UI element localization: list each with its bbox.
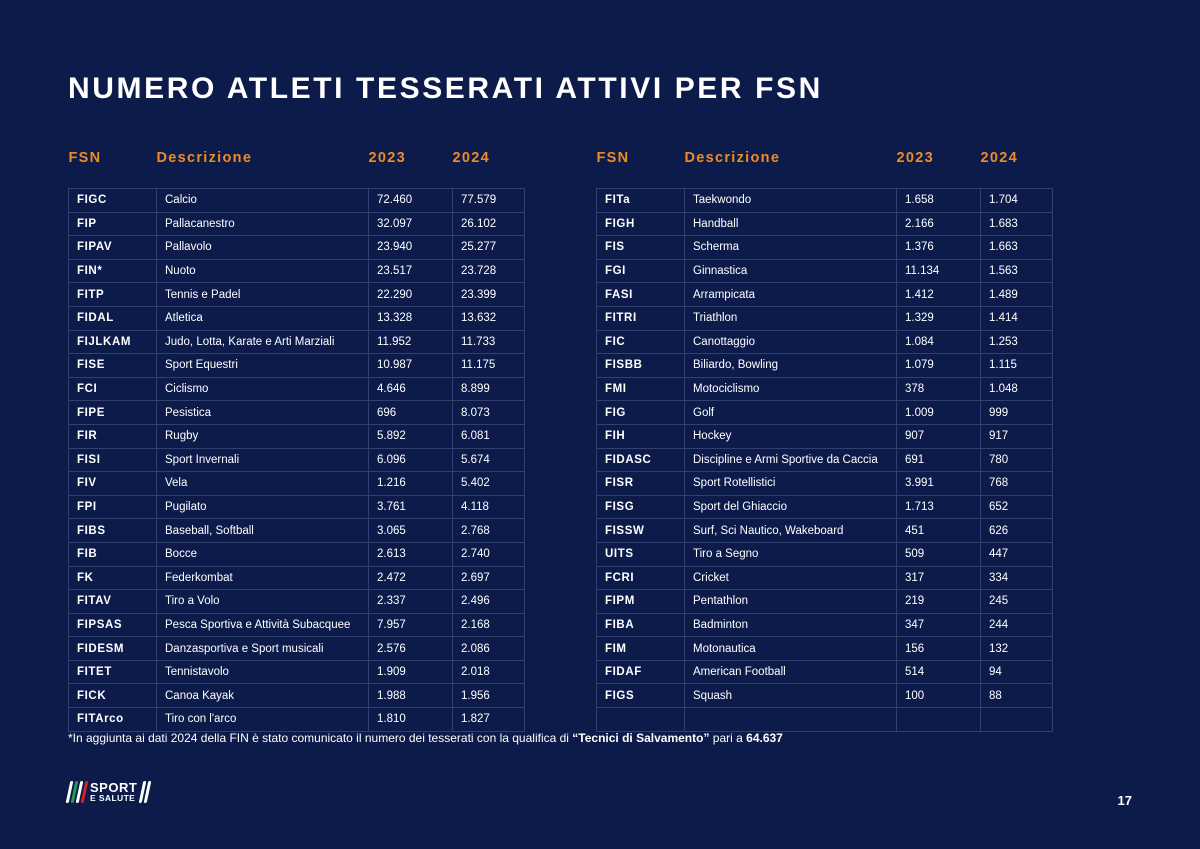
cell-federation-code: FIR — [69, 424, 157, 448]
logo-line-1: SPORT — [90, 780, 138, 796]
cell-description: Motonautica — [685, 637, 897, 661]
cell-2024: 5.402 — [453, 472, 525, 496]
table-row — [597, 708, 1053, 732]
cell-2023 — [897, 708, 981, 732]
cell-federation-code: FISI — [69, 448, 157, 472]
cell-2024: 1.956 — [453, 684, 525, 708]
cell-2023: 23.517 — [369, 259, 453, 283]
cell-2023: 72.460 — [369, 189, 453, 213]
cell-federation-code: FIM — [597, 637, 685, 661]
cell-description: Biliardo, Bowling — [685, 354, 897, 378]
cell-2024: 8.899 — [453, 377, 525, 401]
cell-2023: 23.940 — [369, 236, 453, 260]
cell-2024: 23.399 — [453, 283, 525, 307]
header-2024: 2024 — [980, 150, 1018, 166]
cell-federation-code: FITArco — [69, 708, 157, 732]
cell-2024: 94 — [981, 660, 1053, 684]
cell-federation-code: FISSW — [597, 519, 685, 543]
cell-federation-code: FCRI — [597, 566, 685, 590]
cell-2023: 378 — [897, 377, 981, 401]
cell-federation-code: FISBB — [597, 354, 685, 378]
cell-description: Canottaggio — [685, 330, 897, 354]
cell-2023: 1.084 — [897, 330, 981, 354]
cell-federation-code: UITS — [597, 542, 685, 566]
table-row — [69, 542, 525, 566]
cell-2024: 917 — [981, 424, 1053, 448]
cell-2023: 13.328 — [369, 306, 453, 330]
cell-2024: 652 — [981, 495, 1053, 519]
cell-federation-code: FIJLKAM — [69, 330, 157, 354]
cell-description: Atletica — [157, 306, 369, 330]
cell-description: Scherma — [685, 236, 897, 260]
cell-federation-code: FISE — [69, 354, 157, 378]
cell-2023: 1.412 — [897, 283, 981, 307]
table-row — [69, 377, 525, 401]
cell-description: Pallacanestro — [157, 212, 369, 236]
cell-federation-code: FIPE — [69, 401, 157, 425]
table-row — [69, 189, 525, 213]
left-table-wrapper — [68, 150, 524, 732]
cell-2023: 2.576 — [369, 637, 453, 661]
table-row — [597, 590, 1053, 614]
cell-2023: 907 — [897, 424, 981, 448]
cell-2024: 1.115 — [981, 354, 1053, 378]
table-row — [69, 236, 525, 260]
cell-2023: 1.909 — [369, 660, 453, 684]
table-row — [597, 401, 1053, 425]
cell-2023: 5.892 — [369, 424, 453, 448]
table-row — [597, 283, 1053, 307]
table-row — [69, 495, 525, 519]
cell-2024: 768 — [981, 472, 1053, 496]
right-table-wrapper — [596, 150, 1052, 732]
table-body-left — [69, 189, 525, 732]
cell-description: Handball — [685, 212, 897, 236]
cell-description: Tiro con l'arco — [157, 708, 369, 732]
cell-description: Pentathlon — [685, 590, 897, 614]
table-row — [69, 708, 525, 732]
table-body-right — [597, 189, 1053, 732]
table-row — [69, 660, 525, 684]
cell-2023: 691 — [897, 448, 981, 472]
cell-description: Discipline e Armi Sportive da Caccia — [685, 448, 897, 472]
cell-2024: 1.489 — [981, 283, 1053, 307]
cell-2023: 11.952 — [369, 330, 453, 354]
cell-federation-code: FIS — [597, 236, 685, 260]
cell-federation-code: FITP — [69, 283, 157, 307]
cell-2024: 2.018 — [453, 660, 525, 684]
page-title: NUMERO ATLETI TESSERATI ATTIVI PER FSN — [68, 72, 823, 105]
cell-2024: 23.728 — [453, 259, 525, 283]
cell-description: Hockey — [685, 424, 897, 448]
cell-2023: 1.079 — [897, 354, 981, 378]
table-row — [69, 613, 525, 637]
cell-2023: 156 — [897, 637, 981, 661]
cell-2023: 11.134 — [897, 259, 981, 283]
cell-federation-code: FITAV — [69, 590, 157, 614]
cell-description — [685, 708, 897, 732]
cell-2023: 514 — [897, 660, 981, 684]
cell-2024: 8.073 — [453, 401, 525, 425]
cell-description: Triathlon — [685, 306, 897, 330]
table-row — [597, 424, 1053, 448]
cell-description: Sport Rotellistici — [685, 472, 897, 496]
cell-federation-code: FIGC — [69, 189, 157, 213]
cell-description: Tennis e Padel — [157, 283, 369, 307]
cell-federation-code: FIP — [69, 212, 157, 236]
cell-description: Arrampicata — [685, 283, 897, 307]
footnote-part-1: *In aggiunta ai dati 2024 della FIN è stato comunicato il numero dei tesserati con la qualifica di — [68, 731, 573, 745]
cell-federation-code: FIDAL — [69, 306, 157, 330]
cell-description: Pesistica — [157, 401, 369, 425]
footnote — [68, 731, 783, 745]
cell-federation-code: FMI — [597, 377, 685, 401]
cell-2023: 1.810 — [369, 708, 453, 732]
cell-2024: 1.827 — [453, 708, 525, 732]
cell-2023: 1.376 — [897, 236, 981, 260]
cell-description: Nuoto — [157, 259, 369, 283]
cell-2024: 1.048 — [981, 377, 1053, 401]
cell-2023: 2.613 — [369, 542, 453, 566]
cell-2023: 317 — [897, 566, 981, 590]
cell-2024: 1.663 — [981, 236, 1053, 260]
cell-description: Danzasportiva e Sport musicali — [157, 637, 369, 661]
cell-2024: 132 — [981, 637, 1053, 661]
table-row — [69, 448, 525, 472]
table-row — [597, 684, 1053, 708]
cell-federation-code: FPI — [69, 495, 157, 519]
cell-2023: 4.646 — [369, 377, 453, 401]
cell-description: Tiro a Volo — [157, 590, 369, 614]
cell-2023: 100 — [897, 684, 981, 708]
cell-2024: 1.414 — [981, 306, 1053, 330]
cell-federation-code — [597, 708, 685, 732]
cell-2023: 1.988 — [369, 684, 453, 708]
cell-2024: 25.277 — [453, 236, 525, 260]
cell-description: Ginnastica — [685, 259, 897, 283]
cell-federation-code: FISG — [597, 495, 685, 519]
table-row — [69, 590, 525, 614]
table-row — [69, 283, 525, 307]
cell-description: Pesca Sportiva e Attività Subacquee — [157, 613, 369, 637]
cell-description: Ciclismo — [157, 377, 369, 401]
cell-2024: 447 — [981, 542, 1053, 566]
cell-federation-code: FIB — [69, 542, 157, 566]
table-row — [597, 212, 1053, 236]
cell-2024: 6.081 — [453, 424, 525, 448]
cell-2023: 32.097 — [369, 212, 453, 236]
footnote-bold-1: “Tecnici di Salvamento” — [572, 731, 710, 745]
table-row — [597, 542, 1053, 566]
header-2023: 2023 — [896, 150, 934, 166]
logo-bars-icon — [68, 779, 86, 805]
cell-federation-code: FIPSAS — [69, 613, 157, 637]
table-row — [69, 401, 525, 425]
table-row — [69, 306, 525, 330]
cell-2024: 1.563 — [981, 259, 1053, 283]
cell-description: Motociclismo — [685, 377, 897, 401]
cell-2024: 2.768 — [453, 519, 525, 543]
federations-table-left — [68, 150, 525, 732]
tables-container — [68, 150, 1132, 732]
cell-2024: 1.683 — [981, 212, 1053, 236]
cell-federation-code: FASI — [597, 283, 685, 307]
cell-2024: 244 — [981, 613, 1053, 637]
cell-federation-code: FK — [69, 566, 157, 590]
cell-2024: 77.579 — [453, 189, 525, 213]
table-row — [597, 330, 1053, 354]
header-2024: 2024 — [452, 150, 490, 166]
cell-description: Rugby — [157, 424, 369, 448]
cell-federation-code: FIBS — [69, 519, 157, 543]
cell-2024: 2.168 — [453, 613, 525, 637]
header-fsn: FSN — [596, 150, 630, 166]
cell-2024: 245 — [981, 590, 1053, 614]
table-row — [597, 637, 1053, 661]
cell-2023: 1.329 — [897, 306, 981, 330]
table-row — [597, 377, 1053, 401]
cell-federation-code: FISR — [597, 472, 685, 496]
cell-2023: 7.957 — [369, 613, 453, 637]
cell-2024: 1.704 — [981, 189, 1053, 213]
cell-2023: 347 — [897, 613, 981, 637]
table-row — [69, 637, 525, 661]
cell-description: Cricket — [685, 566, 897, 590]
table-row — [597, 306, 1053, 330]
header-description: Descrizione — [156, 150, 253, 166]
cell-2024: 2.086 — [453, 637, 525, 661]
cell-2024: 999 — [981, 401, 1053, 425]
table-row — [597, 472, 1053, 496]
table-header-row — [597, 150, 1053, 189]
cell-description: Vela — [157, 472, 369, 496]
cell-federation-code: FIG — [597, 401, 685, 425]
cell-2023: 1.658 — [897, 189, 981, 213]
cell-description: Federkombat — [157, 566, 369, 590]
cell-2023: 696 — [369, 401, 453, 425]
cell-2024: 2.740 — [453, 542, 525, 566]
cell-2024: 334 — [981, 566, 1053, 590]
table-row — [69, 259, 525, 283]
footnote-part-2: pari a — [709, 731, 747, 745]
table-row — [69, 684, 525, 708]
cell-2024: 2.697 — [453, 566, 525, 590]
table-row — [69, 472, 525, 496]
cell-federation-code: FIPM — [597, 590, 685, 614]
cell-2024: 11.175 — [453, 354, 525, 378]
cell-2024: 88 — [981, 684, 1053, 708]
cell-federation-code: FITRI — [597, 306, 685, 330]
cell-federation-code: FIBA — [597, 613, 685, 637]
cell-description: Tennistavolo — [157, 660, 369, 684]
table-row — [597, 519, 1053, 543]
cell-2024: 1.253 — [981, 330, 1053, 354]
cell-description: Pallavolo — [157, 236, 369, 260]
logo-text — [90, 781, 137, 803]
cell-federation-code: FITa — [597, 189, 685, 213]
cell-federation-code: FICK — [69, 684, 157, 708]
cell-description: Sport Equestri — [157, 354, 369, 378]
cell-description: Sport Invernali — [157, 448, 369, 472]
header-fsn: FSN — [68, 150, 102, 166]
cell-federation-code: FIN* — [69, 259, 157, 283]
cell-description: Calcio — [157, 189, 369, 213]
cell-federation-code: FIDESM — [69, 637, 157, 661]
logo-bars-icon-right — [141, 779, 149, 805]
cell-federation-code: FIDAF — [597, 660, 685, 684]
cell-2024: 4.118 — [453, 495, 525, 519]
cell-2024 — [981, 708, 1053, 732]
table-row — [69, 519, 525, 543]
cell-description: Pugilato — [157, 495, 369, 519]
cell-federation-code: FIPAV — [69, 236, 157, 260]
cell-2023: 451 — [897, 519, 981, 543]
cell-2023: 10.987 — [369, 354, 453, 378]
table-head-left — [69, 150, 525, 189]
cell-2024: 13.632 — [453, 306, 525, 330]
cell-2023: 2.337 — [369, 590, 453, 614]
cell-description: American Football — [685, 660, 897, 684]
sport-e-salute-logo — [68, 779, 149, 805]
table-row — [597, 259, 1053, 283]
table-row — [69, 212, 525, 236]
cell-2023: 219 — [897, 590, 981, 614]
cell-2023: 3.991 — [897, 472, 981, 496]
cell-2024: 2.496 — [453, 590, 525, 614]
cell-federation-code: FGI — [597, 259, 685, 283]
cell-description: Judo, Lotta, Karate e Arti Marziali — [157, 330, 369, 354]
cell-description: Canoa Kayak — [157, 684, 369, 708]
cell-federation-code: FCI — [69, 377, 157, 401]
table-row — [597, 236, 1053, 260]
table-header-row — [69, 150, 525, 189]
header-description: Descrizione — [684, 150, 781, 166]
table-row — [597, 189, 1053, 213]
table-row — [69, 424, 525, 448]
cell-description: Squash — [685, 684, 897, 708]
cell-description: Tiro a Segno — [685, 542, 897, 566]
table-row — [597, 660, 1053, 684]
table-row — [69, 330, 525, 354]
cell-2023: 1.216 — [369, 472, 453, 496]
table-row — [69, 566, 525, 590]
cell-2023: 3.761 — [369, 495, 453, 519]
cell-2024: 780 — [981, 448, 1053, 472]
cell-2023: 2.166 — [897, 212, 981, 236]
cell-2023: 1.009 — [897, 401, 981, 425]
table-head-right — [597, 150, 1053, 189]
cell-description: Bocce — [157, 542, 369, 566]
table-row — [597, 613, 1053, 637]
logo-line-2: E SALUTE — [90, 793, 136, 804]
table-row — [597, 495, 1053, 519]
header-2023: 2023 — [368, 150, 406, 166]
table-row — [597, 354, 1053, 378]
table-row — [597, 448, 1053, 472]
cell-2023: 3.065 — [369, 519, 453, 543]
footnote-bold-2: 64.637 — [746, 731, 783, 745]
cell-description: Golf — [685, 401, 897, 425]
cell-federation-code: FIC — [597, 330, 685, 354]
cell-2023: 6.096 — [369, 448, 453, 472]
cell-2024: 11.733 — [453, 330, 525, 354]
cell-federation-code: FIH — [597, 424, 685, 448]
page-number: 17 — [1117, 793, 1132, 808]
cell-2024: 5.674 — [453, 448, 525, 472]
cell-2023: 1.713 — [897, 495, 981, 519]
cell-2024: 26.102 — [453, 212, 525, 236]
table-row — [597, 566, 1053, 590]
cell-federation-code: FIV — [69, 472, 157, 496]
cell-federation-code: FITET — [69, 660, 157, 684]
cell-federation-code: FIDASC — [597, 448, 685, 472]
cell-2024: 626 — [981, 519, 1053, 543]
cell-description: Baseball, Softball — [157, 519, 369, 543]
cell-description: Surf, Sci Nautico, Wakeboard — [685, 519, 897, 543]
table-row — [69, 354, 525, 378]
cell-federation-code: FIGS — [597, 684, 685, 708]
cell-description: Badminton — [685, 613, 897, 637]
cell-description: Sport del Ghiaccio — [685, 495, 897, 519]
federations-table-right — [596, 150, 1053, 732]
cell-description: Taekwondo — [685, 189, 897, 213]
cell-2023: 2.472 — [369, 566, 453, 590]
cell-2023: 509 — [897, 542, 981, 566]
cell-2023: 22.290 — [369, 283, 453, 307]
cell-federation-code: FIGH — [597, 212, 685, 236]
